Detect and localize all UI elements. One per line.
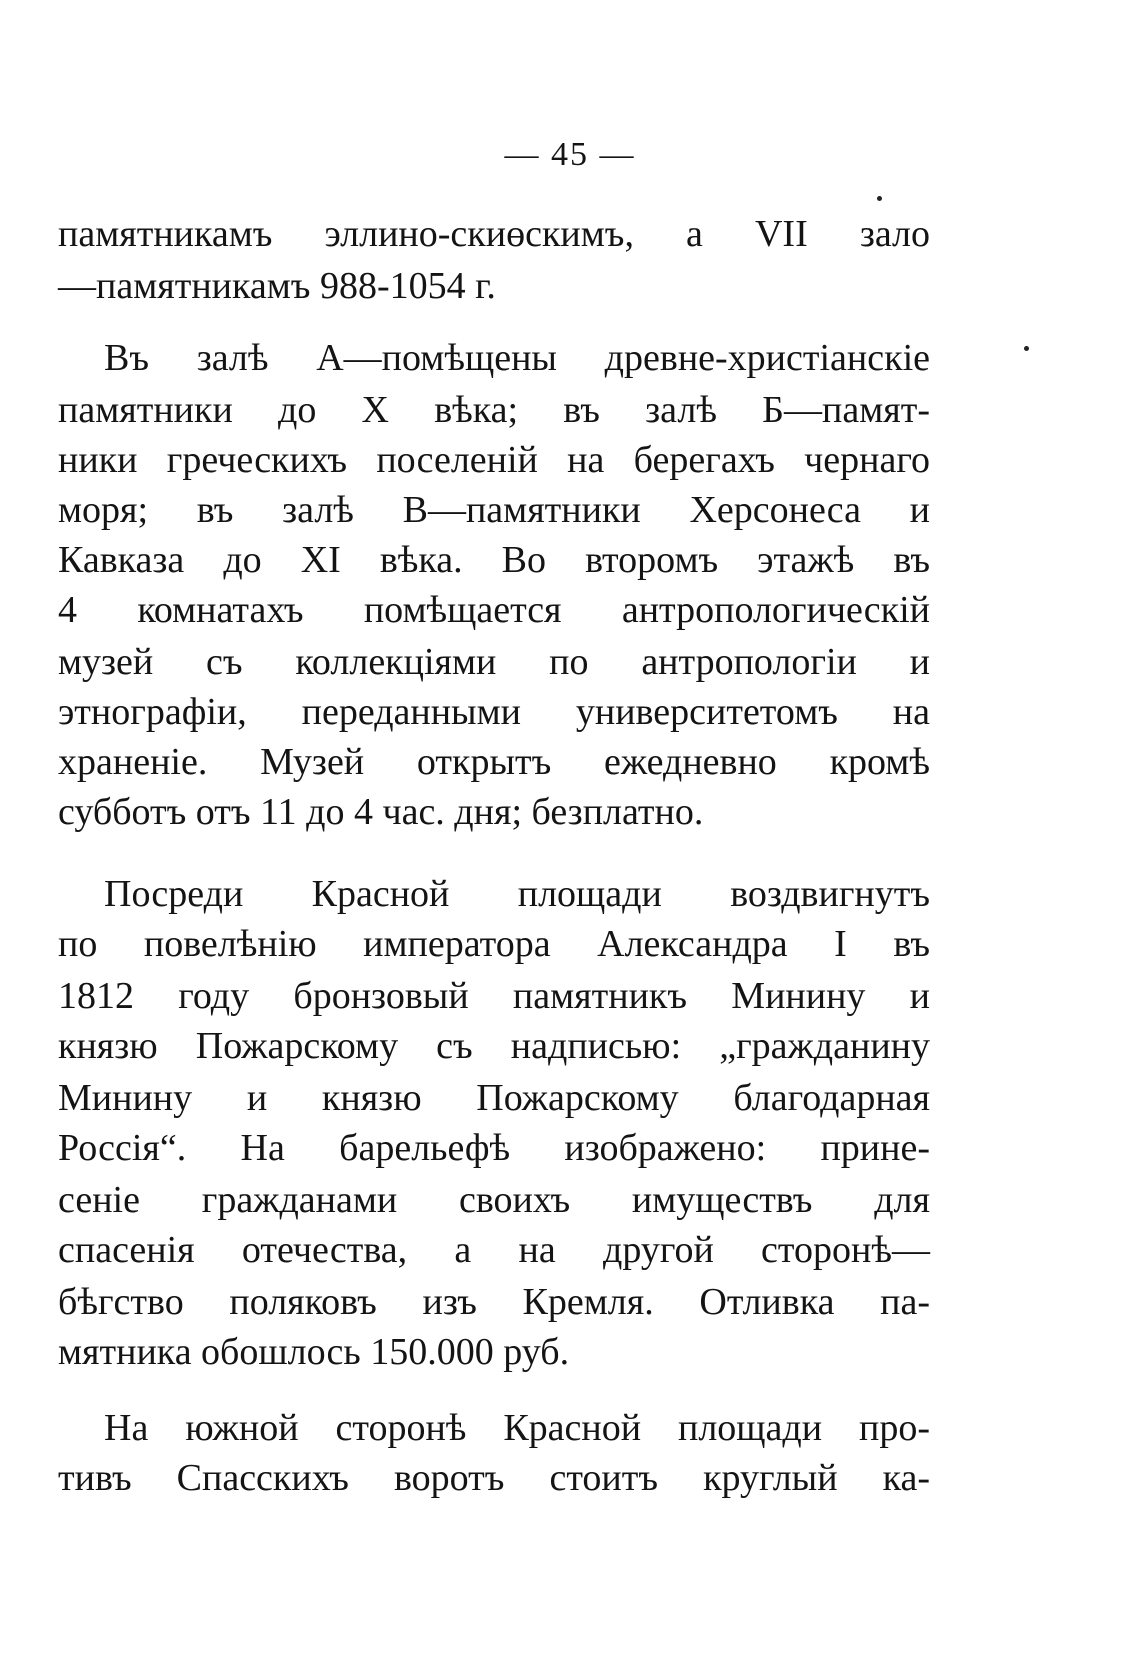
text-line: Россія“. На барельефѣ изображено: прине- xyxy=(58,1127,930,1169)
text-line: Въ залѣ А—помѣщены древне-христіанскіе xyxy=(104,337,930,379)
text-line: Посреди Красной площади воздвигнутъ xyxy=(104,873,930,915)
text-line: по повелѣнію императора Александра I въ xyxy=(58,923,930,965)
text-line: музей съ коллекціями по антропологіи и xyxy=(58,641,930,683)
text-line: Минину и князю Пожарскому благодарная xyxy=(58,1077,930,1119)
print-speck xyxy=(1024,346,1029,351)
text-line: мятника обошлось 150.000 руб. xyxy=(58,1331,570,1373)
text-line: Кавказа до XI вѣка. Во второмъ этажѣ въ xyxy=(58,539,930,581)
text-line: На южной сторонѣ Красной площади про- xyxy=(104,1407,930,1449)
text-line: бѣгство поляковъ изъ Кремля. Отливка па- xyxy=(58,1281,930,1323)
text-line: сеніе гражданами своихъ имуществъ для xyxy=(58,1179,930,1221)
text-line: моря; въ залѣ В—памятники Херсонеса и xyxy=(58,489,930,531)
text-line: этнографіи, переданными университетомъ на xyxy=(58,691,930,733)
text-line: —памятникамъ 988-1054 г. xyxy=(58,265,496,307)
text-line: субботъ отъ 11 до 4 час. дня; безплатно. xyxy=(58,791,704,833)
print-speck xyxy=(877,196,882,201)
text-line: памятникамъ эллино-скиөскимъ, а VII зало xyxy=(58,213,930,255)
text-line: 1812 году бронзовый памятникъ Минину и xyxy=(58,975,930,1017)
text-line: 4 комнатахъ помѣщается антропологическій xyxy=(58,589,930,631)
page-number: — 45 — xyxy=(504,136,636,173)
text-line: ники греческихъ поселеній на берегахъ чернаго xyxy=(58,439,930,481)
text-line: спасенія отечества, а на другой сторонѣ— xyxy=(58,1229,930,1271)
text-line: тивъ Спасскихъ воротъ стоитъ круглый ка- xyxy=(58,1457,930,1499)
text-line: памятники до X вѣка; въ залѣ Б—памят- xyxy=(58,389,930,431)
text-line: храненіе. Музей открытъ ежедневно кромѣ xyxy=(58,741,930,783)
text-line: князю Пожарскому съ надписью: „гражданину xyxy=(58,1025,930,1067)
